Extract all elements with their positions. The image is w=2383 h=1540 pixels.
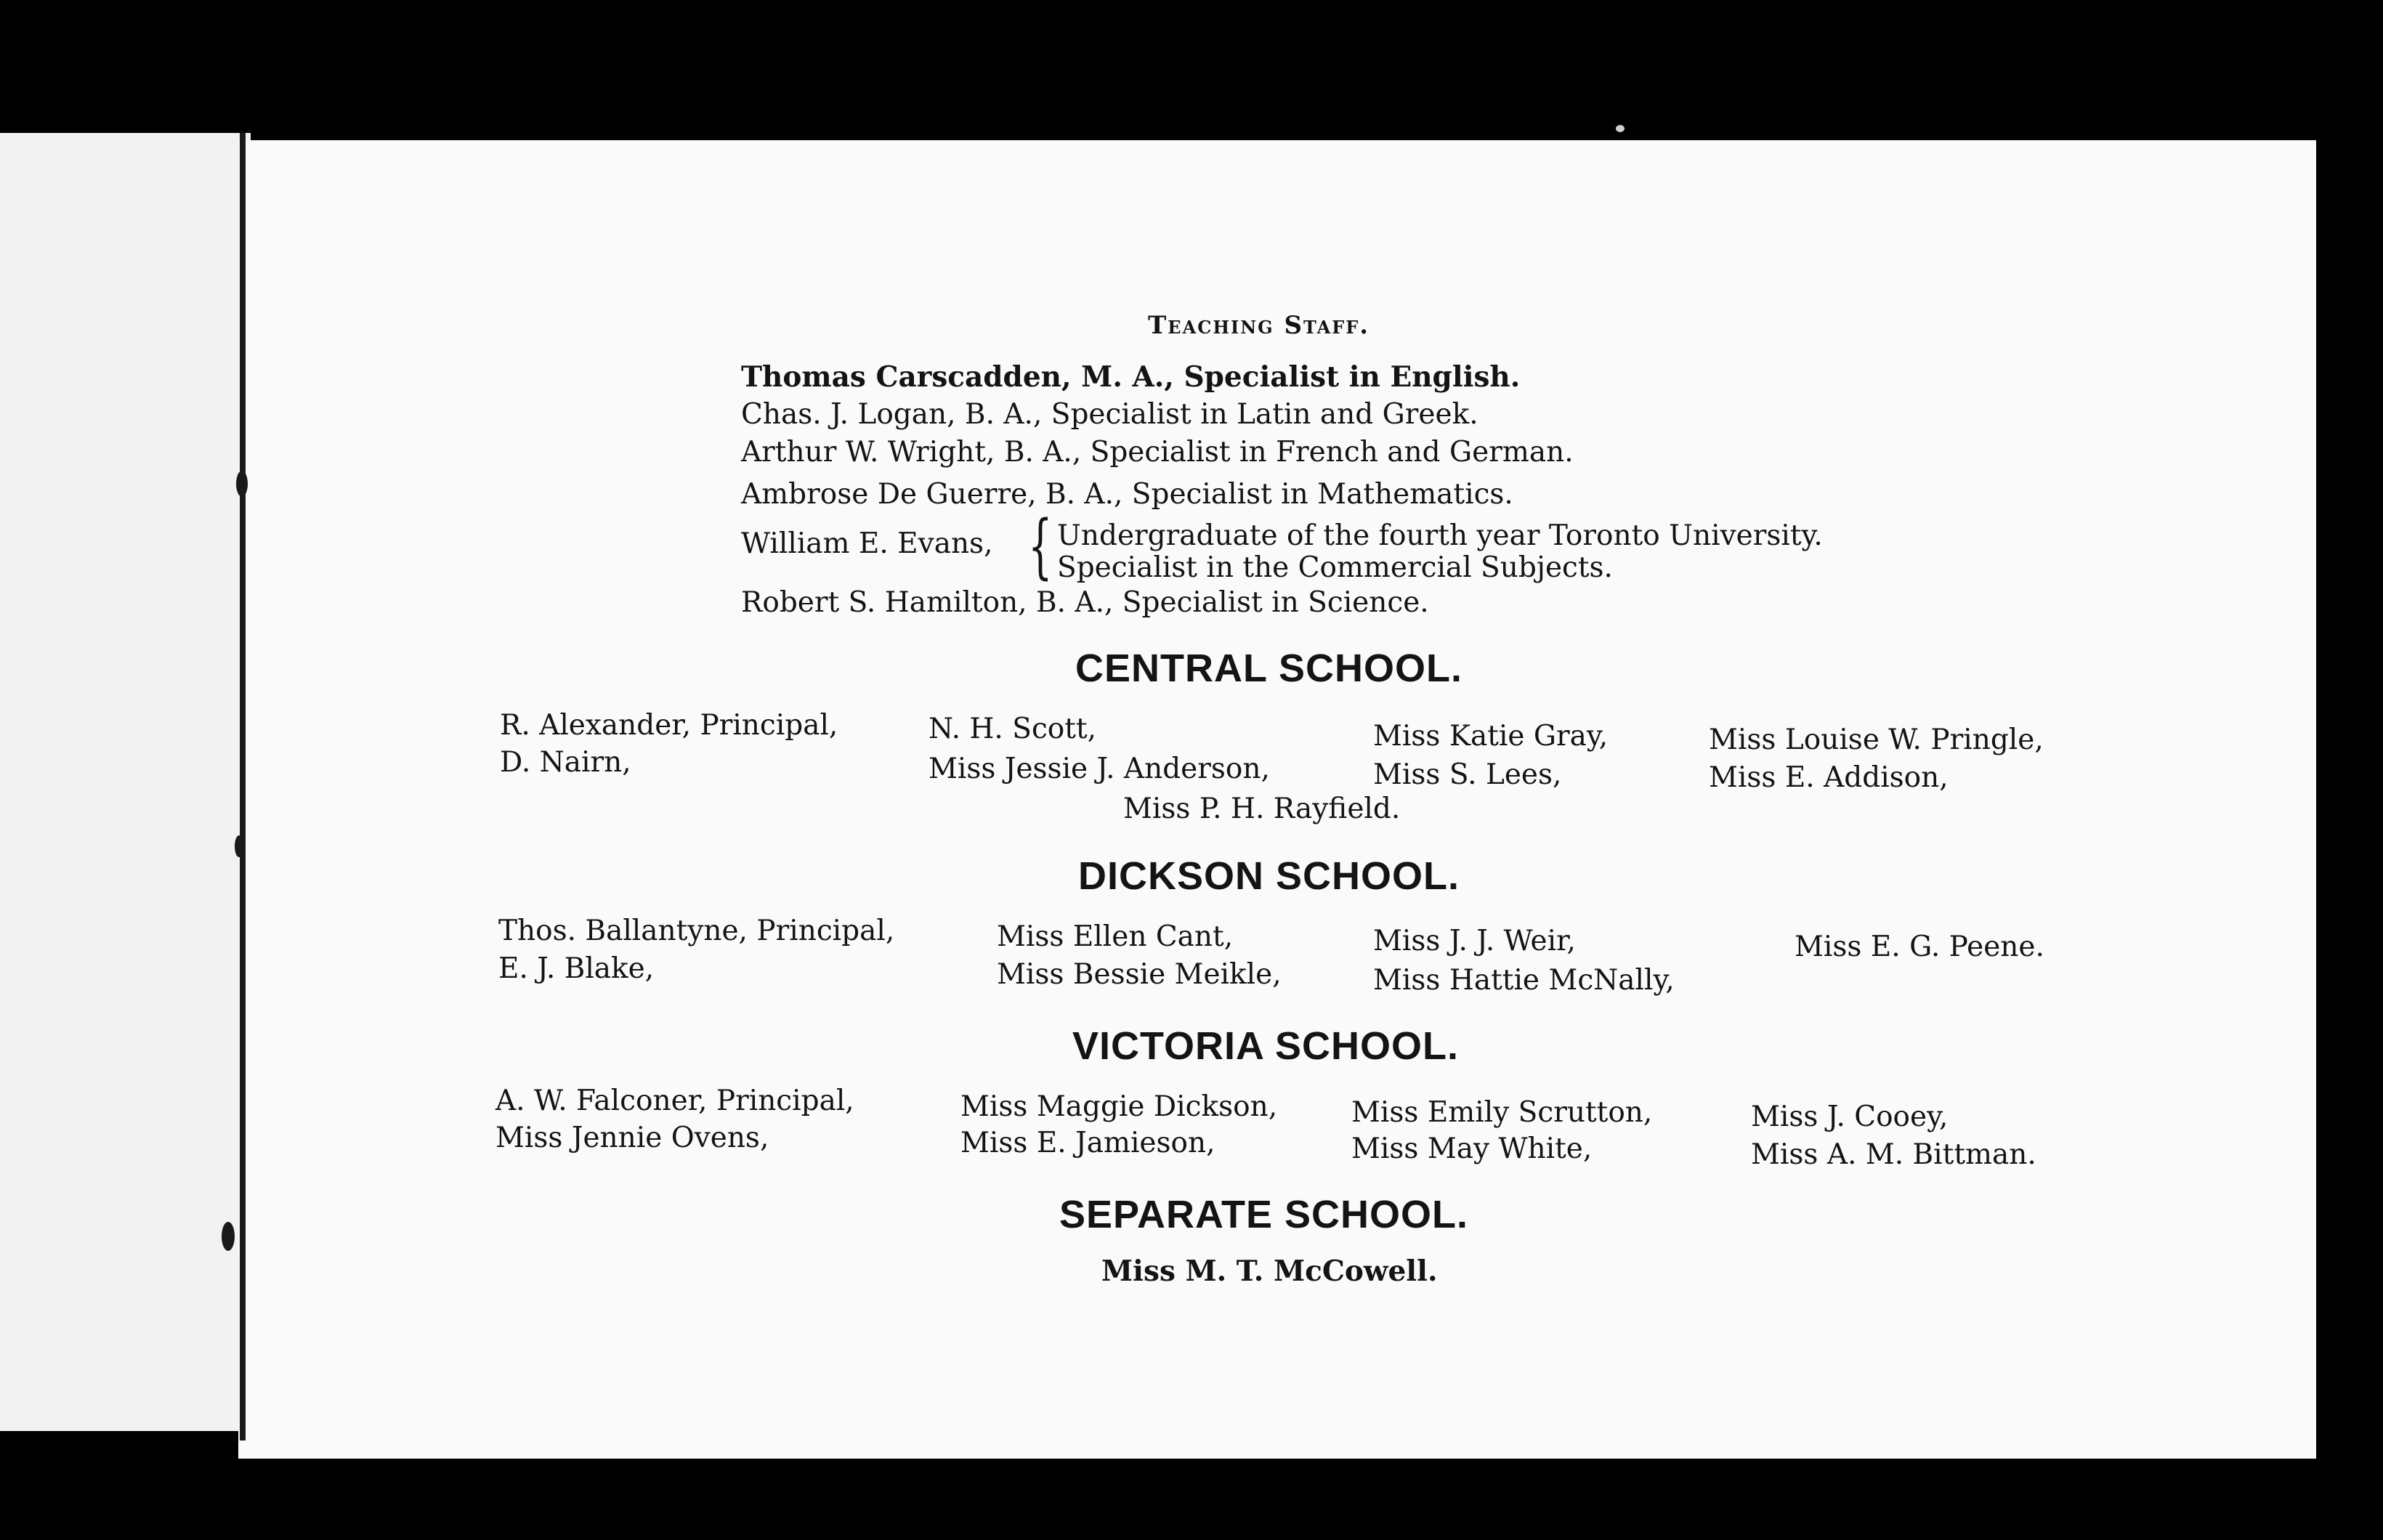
victoria-staff: Miss May White,	[1351, 1132, 1593, 1165]
central-staff: Miss Louise W. Pringle,	[1709, 724, 2044, 756]
victoria-staff: Miss A. M. Bittman.	[1751, 1138, 2036, 1171]
victoria-staff: Miss J. Cooey,	[1751, 1101, 1949, 1133]
evans-qualification: Specialist in the Commercial Subjects.	[1057, 551, 1613, 584]
victoria-school-title: VICTORIA SCHOOL.	[1072, 1024, 1460, 1068]
dickson-staff: Miss Ellen Cant,	[997, 920, 1234, 953]
dickson-staff: Miss Hattie McNally,	[1373, 964, 1675, 997]
dust-speck	[1616, 125, 1625, 132]
staff-member: Thomas Carscadden, M. A., Specialist in English.	[741, 360, 1521, 394]
teaching-staff-title: Teaching Staff.	[1148, 311, 1370, 340]
binding-stitch-mark	[222, 1222, 235, 1251]
central-staff: Miss E. Addison,	[1709, 761, 1949, 794]
separate-staff: Miss M. T. McCowell.	[1101, 1255, 1438, 1288]
left-page	[0, 133, 251, 1431]
victoria-staff: Miss E. Jamieson,	[960, 1127, 1215, 1159]
book-spine	[240, 133, 246, 1440]
staff-member: Arthur W. Wright, B. A., Specialist in French and German.	[741, 436, 1574, 469]
central-staff: N. H. Scott,	[928, 713, 1097, 745]
central-staff: Miss Katie Gray,	[1373, 720, 1609, 753]
staff-member: Robert S. Hamilton, B. A., Specialist in Science.	[741, 586, 1429, 619]
dickson-staff: Miss E. G. Peene.	[1795, 931, 2044, 963]
binding-stitch-mark	[235, 835, 243, 857]
central-staff: D. Nairn,	[500, 746, 631, 779]
central-school-title: CENTRAL SCHOOL.	[1075, 647, 1463, 690]
victoria-staff: Miss Maggie Dickson,	[960, 1090, 1278, 1123]
victoria-staff: A. W. Falconer, Principal,	[495, 1085, 854, 1117]
dickson-staff: Miss Bessie Meikle,	[997, 958, 1282, 991]
evans-qualification: Undergraduate of the fourth year Toronto University.	[1057, 519, 1823, 552]
brace-glyph: {	[1028, 506, 1053, 587]
victoria-staff: Miss Emily Scrutton,	[1351, 1096, 1653, 1129]
dickson-school-title: DICKSON SCHOOL.	[1078, 854, 1460, 898]
staff-member-evans-name: William E. Evans,	[741, 527, 993, 560]
central-staff: R. Alexander, Principal,	[500, 709, 838, 742]
staff-member: Ambrose De Guerre, B. A., Specialist in Mathematics.	[741, 478, 1513, 511]
victoria-staff: Miss Jennie Ovens,	[495, 1122, 769, 1154]
dickson-staff: E. J. Blake,	[498, 952, 655, 985]
binding-stitch-mark	[236, 471, 248, 497]
separate-school-title: SEPARATE SCHOOL.	[1059, 1193, 1469, 1236]
dickson-staff: Miss J. J. Weir,	[1373, 925, 1576, 957]
staff-member: Chas. J. Logan, B. A., Specialist in Latin and Greek.	[741, 398, 1478, 431]
central-staff: Miss Jessie J. Anderson,	[928, 753, 1270, 785]
central-staff: Miss S. Lees,	[1373, 758, 1562, 791]
dickson-staff: Thos. Ballantyne, Principal,	[498, 915, 895, 947]
central-staff: Miss P. H. Rayfield.	[1123, 793, 1401, 825]
